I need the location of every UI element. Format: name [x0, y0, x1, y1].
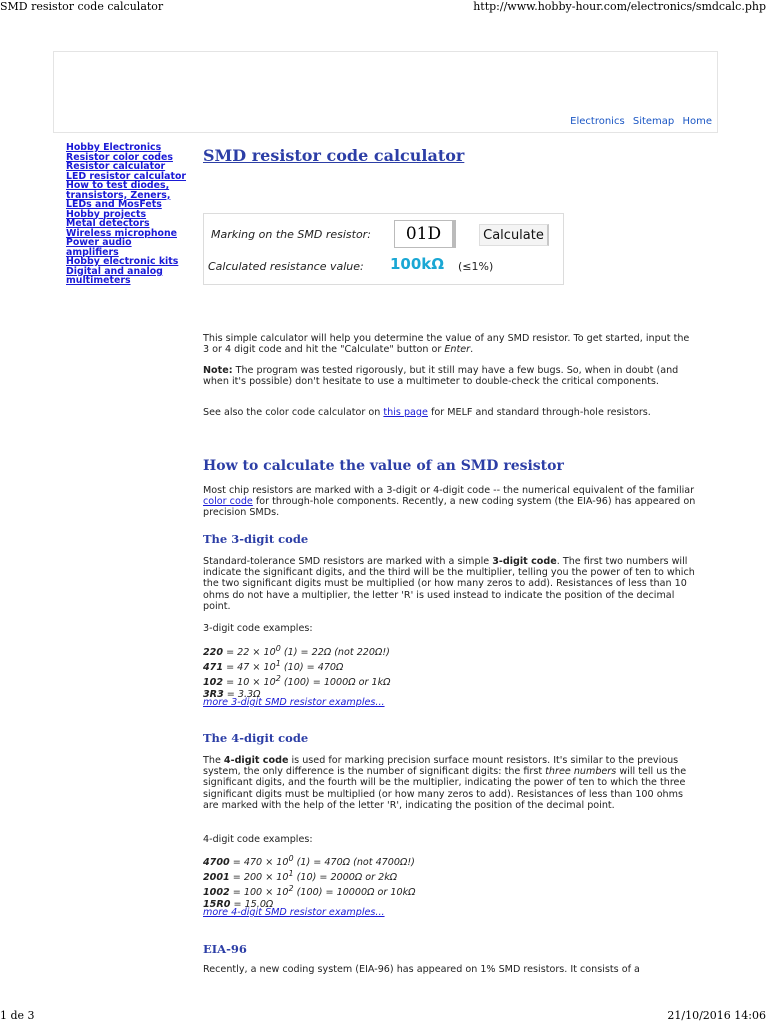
sidebar-link-how-to-test-2[interactable]: transistors, Zeners, [66, 189, 171, 201]
how-to-text: Most chip resistors are marked with a 3-digit or 4-digit code -- the numerical equivalent of the familiar [203, 485, 695, 496]
example-rest: (100) = 1000Ω or 1kΩ [280, 677, 391, 689]
three-digit-examples [203, 643, 390, 700]
sidebar-link-power-audio-amplifiers[interactable]: Power audio amplifiers [66, 237, 132, 258]
example-exp: 2 [288, 884, 294, 894]
three-digit-text: Standard-tolerance SMD resistors are marked with a simple [203, 556, 493, 567]
sidebar-link-hobby-electronics[interactable]: Hobby Electronics [66, 142, 162, 153]
example-row: 3R3 = 3.3Ω [203, 688, 261, 700]
example-exp: 1 [275, 659, 281, 669]
note-label: Note: [203, 365, 233, 376]
sidebar-link-hobby-electronic-kits[interactable]: Hobby electronic kits [66, 256, 179, 267]
print-header [0, 0, 768, 14]
four-digit-text-end: will tell us the significant digits, and the fourth will be the multiplier, indicating the power of ten to which the three significant digits must be multiplied (or how many zeros to add). Resistances of less than 100 ohms are marked with the help of the letter 'R', indicating the position of the decimal point. [203, 766, 687, 811]
example-base: 200 × 10 [243, 872, 289, 884]
example-row: 15R0 = 15.0Ω [203, 898, 274, 910]
sidebar-link-wireless-microphone[interactable]: Wireless microphone [66, 227, 177, 239]
example-code: 4700 [203, 857, 230, 869]
nav-link-electronics[interactable]: Electronics [570, 116, 625, 127]
example-rest: (100) = 10000Ω or 10kΩ [293, 887, 416, 899]
marking-label: Marking on the SMD resistor: [211, 228, 371, 241]
example-base: 3.3Ω [237, 688, 261, 700]
result-value: 100kΩ [390, 255, 445, 273]
sidebar-link-how-to-test-3[interactable]: LEDs and MosFets [66, 199, 162, 210]
example-code: 1002 [203, 887, 230, 899]
nav-divider [53, 132, 718, 133]
four-digit-paragraph [203, 755, 698, 811]
three-digit-examples-label: 3-digit code examples: [203, 623, 313, 634]
more-4-digit-link[interactable]: more 4-digit SMD resistor examples... [203, 907, 385, 918]
nav-link-home[interactable]: Home [682, 116, 712, 127]
sidebar-link-hobby-projects[interactable]: Hobby projects [66, 208, 147, 220]
intro-text-end: . [470, 344, 474, 356]
example-code: 471 [203, 662, 224, 674]
banner-area [53, 51, 718, 115]
example-rest: (10) = 470Ω [280, 662, 344, 674]
how-to-paragraph [203, 485, 698, 519]
eia96-paragraph: Recently, a new coding system (EIA-96) has appeared on 1% SMD resistors. It consists of a [203, 964, 640, 975]
example-rest: (1) = 470Ω (not 4700Ω!) [293, 857, 415, 869]
example-rest: (1) = 22Ω (not 220Ω!) [280, 647, 390, 659]
intro-text: This simple calculator will help you determine the value of any SMD resistor. To get started, input the 3 or 4 digit code and hit the "Calculate" button or [203, 333, 690, 356]
sidebar-link-led-resistor-calculator[interactable]: LED resistor calculator [66, 170, 187, 182]
example-code: 2001 [203, 872, 230, 884]
three-digit-text-end: . The first two numbers will indicate the significant digits, and the third will be the multiplier, telling you the power of ten to which the two significant digits must be multiplied (or how many zeros to add). Resistances of less than 10 ohms do not have a multiplier, the letter 'R' is used instead to indicate the position of the decimal point. [203, 556, 695, 612]
example-row: $2001 = 200 \times 10^1$ (10) = 2000Ω or 2kΩ [203, 869, 398, 884]
how-to-heading: How to calculate the value of an SMD resistor [203, 458, 564, 474]
example-row: $102 = 10 \times 10^2$ (100) = 1000Ω or 1kΩ [203, 674, 391, 689]
how-to-text-end: for through-hole components. Recently, a new coding system (the EIA-96) has appeared on precision SMDs. [203, 496, 696, 519]
three-digit-heading: The 3-digit code [203, 532, 309, 546]
result-label: Calculated resistance value: [208, 260, 364, 273]
three-digit-paragraph [203, 556, 698, 612]
print-footer [0, 1010, 768, 1024]
result-tolerance: (≤1%) [458, 260, 494, 273]
print-url: http://www.hobby-hour.com/electronics/smdcalc.php [473, 0, 766, 13]
note-paragraph [203, 365, 698, 387]
print-datetime: 21/10/2016 14:06 [667, 1009, 766, 1022]
see-also-paragraph [203, 407, 698, 418]
example-code: 3R3 [203, 688, 224, 700]
sidebar-link-multimeters-1[interactable]: Digital and analog [66, 265, 163, 277]
see-also-text-end: for MELF and standard through-hole resistors. [427, 407, 651, 418]
example-row: $1002 = 100 \times 10^2$ (100) = 10000Ω or 10kΩ [203, 884, 416, 899]
example-code: 102 [203, 677, 224, 689]
example-code: 15R0 [203, 898, 231, 910]
this-page-link[interactable]: this page [383, 407, 428, 418]
example-row: $4700 = 470 \times 10^0$ (1) = 470Ω (not 4700Ω!) [203, 854, 415, 869]
intro-paragraph [203, 333, 698, 355]
example-base: 10 × 10 [237, 677, 276, 689]
four-digit-examples-label: 4-digit code examples: [203, 834, 313, 845]
example-row: $471 = 47 \times 10^1$ (10) = 470Ω [203, 659, 344, 674]
calculate-button[interactable]: Calculate [479, 224, 549, 246]
note-text: The program was tested rigorously, but it still may have a few bugs. So, when in doubt (and when it's possible) don't hesitate to use a multimeter to double-check the critical components. [203, 365, 679, 388]
color-code-link[interactable]: color code [203, 496, 253, 508]
sidebar-link-multimeters-2[interactable]: multimeters [66, 275, 131, 286]
print-page-number: 1 de 3 [0, 1009, 35, 1022]
nav-link-sitemap[interactable]: Sitemap [632, 116, 675, 127]
example-code: 220 [203, 647, 224, 659]
example-base: 100 × 10 [243, 887, 289, 899]
main-content [203, 144, 693, 168]
four-digit-heading: The 4-digit code [203, 731, 309, 745]
example-base: 47 × 10 [237, 662, 276, 674]
four-digit-text: The [203, 755, 224, 766]
calculator-box [203, 213, 564, 285]
example-rest: (10) = 2000Ω or 2kΩ [293, 872, 398, 884]
example-row: $220 = 22 \times 10^0$ (1) = 22Ω (not 220Ω!) [203, 644, 390, 659]
eia96-heading: EIA-96 [203, 942, 247, 956]
sidebar-link-resistor-calculator[interactable]: Resistor calculator [66, 161, 166, 172]
three-digit-bold: 3-digit code [492, 556, 557, 567]
more-3-digit-examples [203, 697, 385, 708]
top-nav [53, 114, 718, 132]
example-exp: 2 [275, 674, 281, 684]
smd-code-input[interactable]: 01D [394, 220, 456, 248]
sidebar-link-resistor-color-codes[interactable]: Resistor color codes [66, 151, 173, 163]
example-exp: 0 [288, 854, 294, 863]
example-base: 15.0Ω [244, 898, 274, 910]
sidebar-link-metal-detectors[interactable]: Metal detectors [66, 218, 150, 229]
sidebar-nav [66, 143, 186, 286]
print-title: SMD resistor code calculator [0, 0, 164, 13]
four-digit-examples [203, 853, 415, 910]
sidebar-link-how-to-test-1[interactable]: How to test diodes, [66, 180, 170, 191]
example-exp: 1 [288, 869, 294, 879]
more-4-digit-examples [203, 907, 385, 918]
four-digit-text-mid: is used for marking precision surface mount resistors. It's similar to the previous system, the only difference is the number of significant digits: the first [203, 755, 679, 778]
enter-key-text: Enter [444, 344, 471, 356]
example-base: 22 × 10 [237, 647, 276, 659]
see-also-text: See also the color code calculator on [203, 407, 384, 418]
example-base: 470 × 10 [243, 857, 289, 869]
more-3-digit-link[interactable]: more 3-digit SMD resistor examples... [203, 697, 385, 708]
example-exp: 0 [275, 644, 281, 653]
four-digit-bold: 4-digit code [223, 755, 289, 766]
four-digit-italic: three numbers [545, 766, 617, 778]
page-title: SMD resistor code calculator [203, 146, 465, 165]
